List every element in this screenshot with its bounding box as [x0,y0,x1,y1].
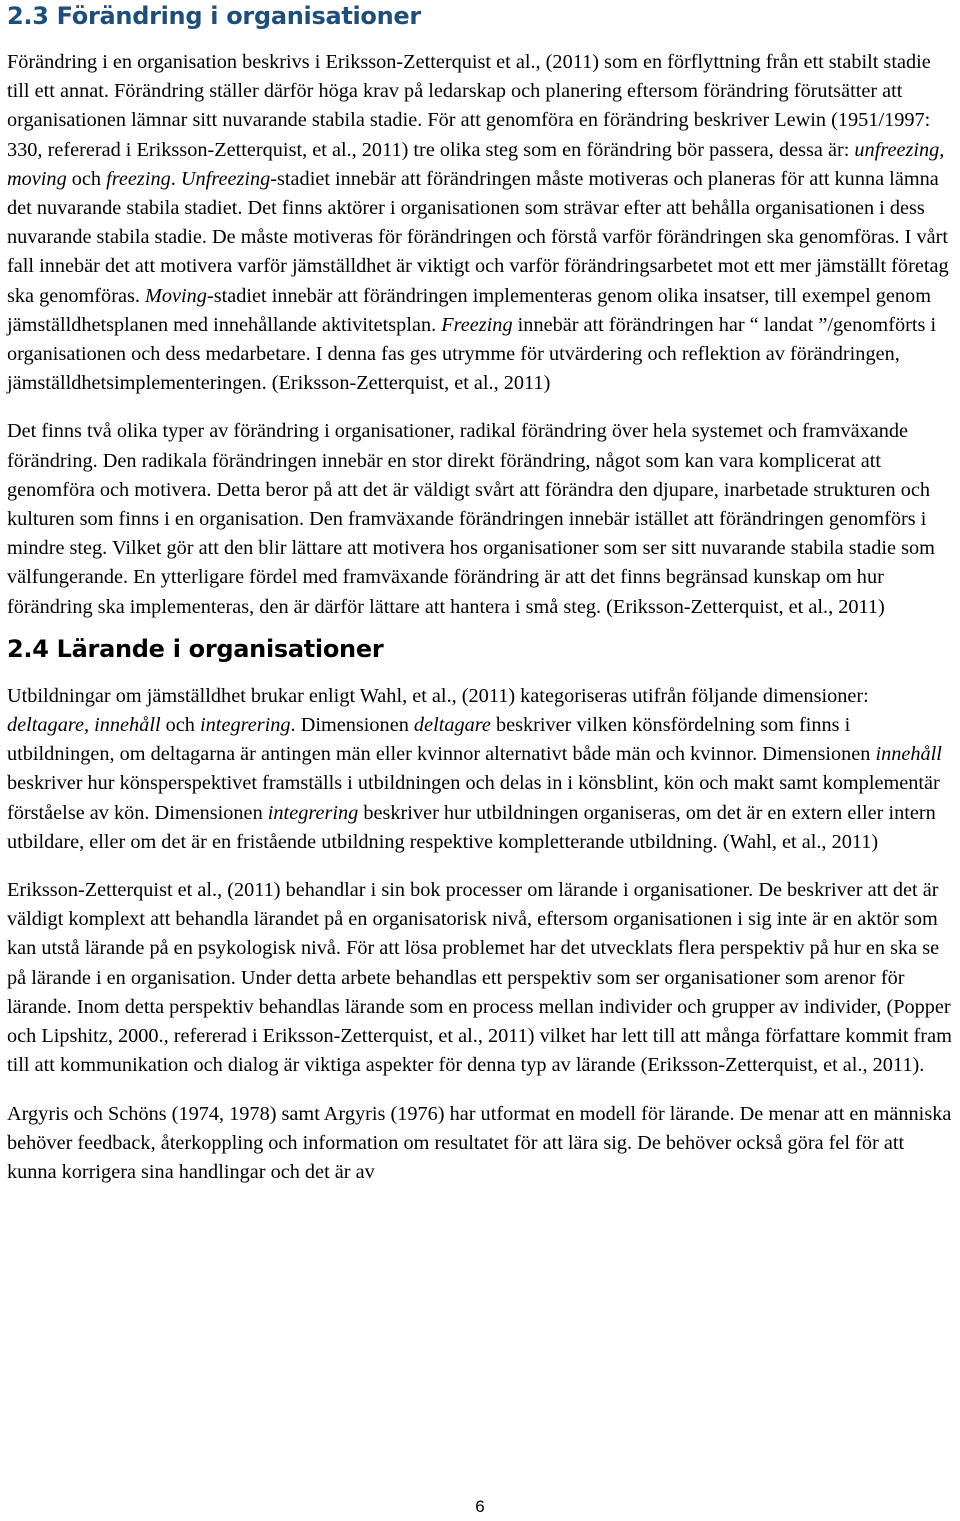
page-number: 6 [475,1497,485,1516]
italic-term: innehåll [875,743,942,766]
paragraph: Eriksson-Zetterquist et al., (2011) behandlar i sin bok processer om lärande i organisationer. De beskriver att det är väldigt komplext att behandla lärandet på en organisatorisk nivå, eftersom organisationen i sig inte är en aktör som kan utstå lärande på en psykologisk nivå. För att lösa problemet har det utvecklats flera perspektiv på hur en ska se på lärande i en organisation. Under detta arbete behandlas ett perspektiv som ser organisationer som arenor för lärande. Inom detta perspektiv behandlas lärande som en process mellan individer och grupper av individer, (Popper och Lipshitz, 2000., refererad i Eriksson-Zetterquist, et al., 2011) vilket har lett till att många författare kommit fram till att kommunikation och dialog är viktiga aspekter för denna typ av lärande (Eriksson-Zetterquist, et al., 2011). [7,879,952,1077]
italic-term: deltagare [413,714,491,737]
italic-term: unfreezing, moving [7,138,945,190]
italic-term: integrering [200,714,291,737]
paragraph: Utbildningar om jämställdhet brukar enligt Wahl, et al., (2011) kategoriseras utifrån följande dimensioner: deltagare, innehåll och integrering. Dimensionen deltagare beskriver vilken könsfördelning som finns i utbildningen, om deltagarna är antingen män eller kvinnor alternativt både män och kvinnor. Dimensionen innehåll beskriver hur könsperspektivet framställs i utbildningen och delas in i könsblint, kön och makt samt komplementär förståelse av kön. Dimensionen integrering beskriver hur utbildningen organiseras, om det är en extern eller intern utbildare, eller om det är en fristående utbildning respektive kompletterande utbildning. (Wahl, et al., 2011) [7,684,942,853]
section-heading: 2.4 Lärande i organisationer [7,634,384,663]
italic-term: integrering [267,801,359,824]
italic-term: Unfreezing [180,167,271,190]
italic-term: Moving [145,284,207,307]
section-heading: 2.3 Förändring i organisationer [7,2,421,30]
italic-term: freezing [106,167,171,190]
paragraph: Förändring i en organisation beskrivs i Eriksson-Zetterquist et al., (2011) som en förflyttning från ett stabilt stadie till ett annat. Förändring ställer därför höga krav på ledarskap och planering eftersom förändring förutsätter att organisationen lämnar sitt nuvarande stabila stadie. För att genomföra en förändring beskriver Lewin (1951/1997: 330, refererad i Eriksson-Zetterquist, et al., 2011) tre olika steg som en förändring bör passera, dessa är: unfreezing, moving och freezing. Unfreezing-stadiet innebär att förändringen måste motiveras och planeras för att kunna lämna det nuvarande stabila stadiet. Det finns aktörer i organisationen som strävar efter att behålla organisationen i dess nuvarande stabila stadie. De måste motiveras för förändringen och förstå varför förändringen ska genomföras. I vårt fall innebär det att motivera varför jämställdhet är viktigt och varför förändringsarbetet mot ett mer jämställt företag ska genomföras. Moving-stadiet innebär att förändringen implementeras genom olika insatser, till exempel genom jämställdhetsplanen med innehållande aktivitetsplan. Freezing innebär att förändringen har “ landat ”/genomförts i organisationen och dess medarbetare. I denna fas ges utrymme för utvärdering och reflektion av förändringen, jämställdhetsimplementeringen. (Eriksson-Zetterquist, et al., 2011) [7,51,949,395]
italic-term: Freezing [441,313,513,336]
paragraph: Argyris och Schöns (1974, 1978) samt Argyris (1976) har utformat en modell för lärande. De menar att en människa behöver feedback, återkoppling och information om resultatet för att lära sig. De behöver också göra fel för att kunna korrigera sina handlingar och det är av [7,1102,952,1183]
paragraph: Det finns två olika typer av förändring i organisationer, radikal förändring över hela systemet och framväxande förändring. Den radikala förändringen innebär en stor direkt förändring, något som kan vara komplicerat att genomföra och motivera. Detta beror på att det är väldigt svårt att förändra den djupare, inarbetade strukturen och kulturen som finns i en organisation. Den framväxande förändringen innebär istället att förändringen genomförs i mindre steg. Vilket gör att den blir lättare att motivera hos organisationer som ser sitt nuvarande stabila stadie som välfungerande. En ytterligare fördel med framväxande förändring är att det finns begränsad kunskap om hur förändring ska implementeras, den är därför lättare att hantera i små steg. (Eriksson-Zetterquist, et al., 2011) [7,420,935,618]
italic-term: deltagare, innehåll [7,714,161,737]
